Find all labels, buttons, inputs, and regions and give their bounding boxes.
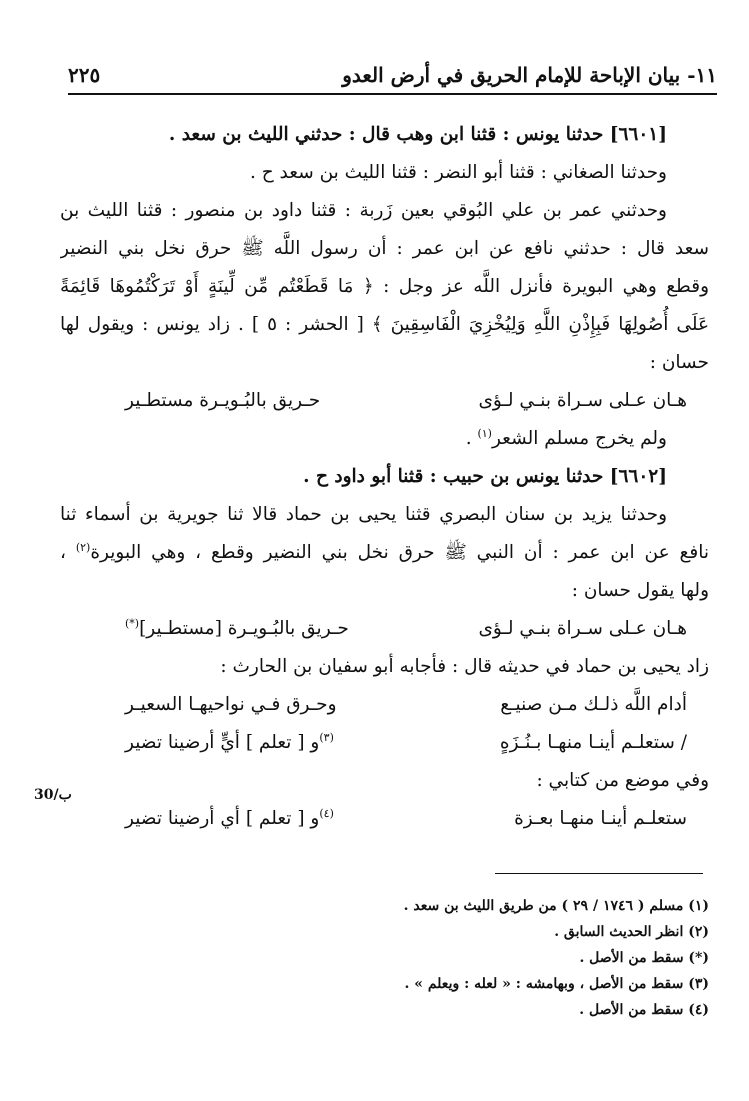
text-line: [٦٦٠٢] حدثنا يونس بن حبيب : قثنا أبو داود ح .: [303, 466, 667, 487]
text-span: حـريق بالبُـويـرة [مستطـير]: [139, 618, 349, 639]
footnote: (١) مسلم ( ١٧٤٦ / ٢٩ ) من طريق الليث بن سعد .: [403, 898, 709, 914]
page-number: ٢٢٥: [68, 63, 101, 87]
text-line: [٦٦٠١] حدثنا يونس : قثنا ابن وهب قال : حدثني الليث بن سعد .: [168, 124, 667, 145]
page-header: [68, 58, 717, 92]
text-span: ولم يخرج مسلم الشعر: [491, 428, 667, 449]
verse-second-hemistich: حـريق بالبُـويـرة مستطـير: [125, 390, 321, 411]
text-line: ولها يقول حسان :: [571, 580, 709, 601]
text-line: حسان :: [649, 352, 709, 373]
verse-second-hemistich: وحـرق فـي نواحيهـا السعيـر: [125, 694, 337, 715]
text-line: وقطع وهي البويرة فأنزل اللَّه عز وجل : ﴿ مَا قَطَعْتُم مِّن لِّينَةٍ أَوْ تَرَكْتُمُوهَا قَائِمَةً: [60, 276, 709, 297]
verse-first-hemistich: هـان عـلى سـراة بنـي لـؤى: [478, 390, 687, 411]
footnote-ref: (*): [125, 616, 140, 630]
footnote-ref: (٣): [319, 730, 334, 744]
text-span: نافع عن ابن عمر : أن النبي ﷺ حرق نخل بني النضير وقطع ، وهي البويرة: [90, 542, 709, 563]
footnote: (٣) سقط من الأصل ، وبهامشه : « لعله : ويعلم » .: [404, 976, 709, 992]
header-rule: [68, 93, 717, 95]
verse-first-hemistich: أدام اللَّه ذلـك مـن صنيـع: [500, 694, 687, 715]
text-line: وفي موضع من كتابي :: [536, 770, 709, 791]
footnotes: [404, 893, 709, 1023]
verse-line: [60, 724, 709, 762]
text-span: و [ تعلم ] أيٍّ أرضينا تضير: [125, 732, 320, 753]
footnote-ref: (٤): [319, 806, 334, 820]
text-line: نافع عن ابن عمر : أن النبي ﷺ حرق نخل بني النضير وقطع ، وهي البويرة$^{(٢)}$ ،: [60, 540, 709, 563]
verse-first-hemistich: / ستعلـم أينـا منهـا بـنُـزَهٍ: [499, 732, 687, 753]
verse-line: [60, 382, 709, 420]
text-line: زاد يحيى بن حماد في حديثه قال : فأجابه أبو سفيان بن الحارث :: [220, 656, 709, 677]
footnote: (٢) انظر الحديث السابق .: [554, 924, 709, 940]
footnote: (٤) سقط من الأصل .: [579, 1002, 709, 1018]
footnote-ref: (١): [477, 426, 492, 440]
verse-second-hemistich: [125, 800, 334, 838]
verse-second-hemistich: [125, 724, 334, 762]
footnote-rule: [495, 873, 703, 874]
verse-second-hemistich: [125, 610, 349, 648]
manuscript-folio-note: 30/ب: [34, 787, 72, 803]
text-span: و [ تعلم ] أي أرضينا تضير: [125, 808, 320, 829]
text-line: عَلَى أُصُولِهَا فَبِإِذْنِ اللَّهِ وَلِيُخْزِيَ الْفَاسِقِينَ ﴾ [ الحشر : ٥ ] . زاد يونس : ويقول لها: [60, 314, 709, 335]
main-text: [60, 116, 709, 838]
text-line: ولم يخرج مسلم الشعر$^{(١)}$ .: [465, 426, 667, 449]
verse-line: [60, 686, 709, 724]
footnote-ref: (٢): [75, 540, 91, 554]
text-line: وحدثني عمر بن علي البُوقي بعين زَربة : قثنا داود بن منصور : قثنا الليث بن: [60, 200, 667, 221]
verse-first-hemistich: هـان عـلى سـراة بنـي لـؤى: [478, 618, 687, 639]
chapter-title: ١١- بيان الإباحة للإمام الحريق في أرض العدو: [342, 63, 717, 87]
footnote: (*) سقط من الأصل .: [579, 950, 709, 966]
verse-line: [60, 610, 709, 648]
text-line: سعد قال : حدثني نافع عن ابن عمر : أن رسول اللَّه ﷺ حرق نخل بني النضير: [60, 238, 709, 259]
text-line: وحدثنا الصغاني : قثنا أبو النضر : قثنا الليث بن سعد ح .: [249, 162, 667, 183]
text-line: وحدثنا يزيد بن سنان البصري قثنا يحيى بن حماد قالا ثنا جويرية بن أسماء ثنا: [60, 504, 667, 525]
verse-line: [60, 800, 709, 838]
verse-first-hemistich: ستعلـم أينـا منهـا بعـزة: [514, 808, 687, 829]
